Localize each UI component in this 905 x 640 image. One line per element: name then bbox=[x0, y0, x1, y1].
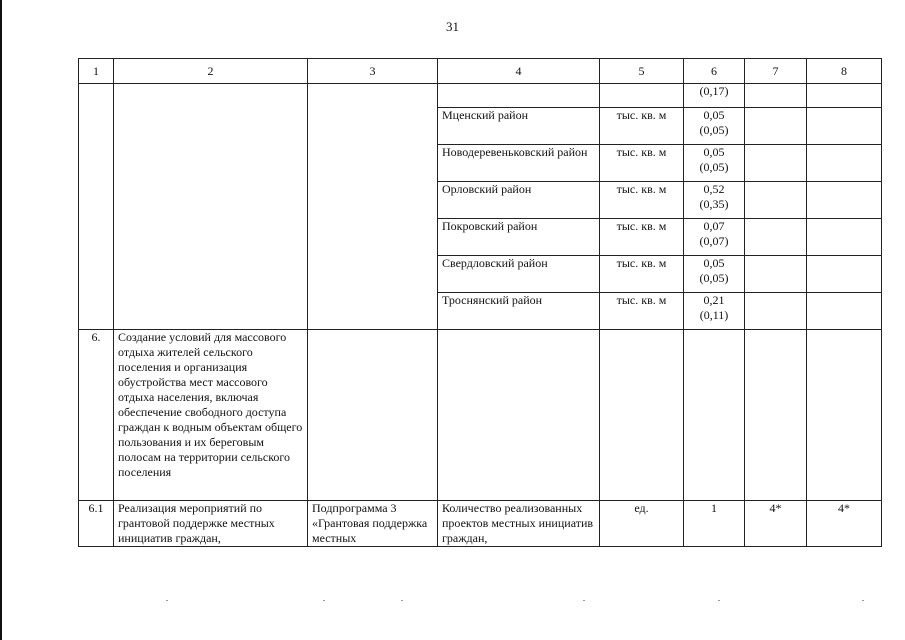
cell-value bbox=[684, 145, 745, 182]
header-cell-5: 5 bbox=[600, 59, 684, 84]
cell-unit: тыс. кв. м bbox=[600, 293, 684, 330]
cell-num-merged bbox=[79, 84, 114, 330]
cell-district: Мценский район bbox=[438, 108, 600, 145]
table-row bbox=[79, 501, 882, 547]
cell-col8 bbox=[807, 330, 882, 501]
cell-indicator: Количество реализованных проектов местных инициатив граждан, bbox=[438, 501, 600, 547]
cell-unit: тыс. кв. м bbox=[600, 108, 684, 145]
cell-unit: тыс. кв. м bbox=[600, 182, 684, 219]
value-main: 0,21 bbox=[703, 293, 725, 307]
cell-value bbox=[684, 182, 745, 219]
cell-col7 bbox=[745, 293, 807, 330]
cell-col8 bbox=[807, 182, 882, 219]
scan-speckles bbox=[78, 600, 881, 606]
cell-col7 bbox=[745, 108, 807, 145]
value-paren: (0,05) bbox=[699, 160, 729, 174]
cell-district bbox=[438, 84, 600, 108]
cell-district: Новодеревеньковский район bbox=[438, 145, 600, 182]
value-paren: (0,05) bbox=[699, 271, 729, 285]
value-paren: (0,35) bbox=[699, 197, 729, 211]
cell-col7 bbox=[745, 182, 807, 219]
table-row bbox=[79, 330, 882, 501]
cell-district: Орловский район bbox=[438, 182, 600, 219]
cell-program-merged bbox=[308, 84, 438, 330]
cell-col8 bbox=[807, 145, 882, 182]
header-cell-1: 1 bbox=[79, 59, 114, 84]
cell-activity: Реализация мероприятий по грантовой поддержке местных инициатив граждан, bbox=[114, 501, 308, 547]
header-row bbox=[79, 59, 882, 84]
cell-program: Подпрограмма 3 «Грантовая поддержка местных bbox=[308, 501, 438, 547]
header-cell-4: 4 bbox=[438, 59, 600, 84]
cell-col8 bbox=[807, 219, 882, 256]
value-main: 0,05 bbox=[703, 108, 725, 122]
scan-left-edge bbox=[0, 0, 2, 640]
indicators-table bbox=[78, 58, 882, 547]
cell-value bbox=[684, 219, 745, 256]
cell-col8 bbox=[807, 108, 882, 145]
cell-col7 bbox=[745, 219, 807, 256]
cell-col8 bbox=[807, 256, 882, 293]
cell-unit: тыс. кв. м bbox=[600, 145, 684, 182]
cell-col7 bbox=[745, 84, 807, 108]
cell-col7: 4* bbox=[745, 501, 807, 547]
cell-unit: тыс. кв. м bbox=[600, 219, 684, 256]
cell-value bbox=[684, 108, 745, 145]
cell-unit bbox=[600, 330, 684, 501]
cell-col8: 4* bbox=[807, 501, 882, 547]
header-cell-8: 8 bbox=[807, 59, 882, 84]
cell-value bbox=[684, 293, 745, 330]
cell-activity: Создание условий для массового отдыха жителей сельского поселения и организация обустройства мест массового отдыха населения, включая обеспечение свободного доступа граждан к водным объектам общего пользования и их береговым полосам на территории сельского поселения bbox=[114, 330, 308, 501]
cell-col8 bbox=[807, 84, 882, 108]
cell-col7 bbox=[745, 145, 807, 182]
cell-unit bbox=[600, 84, 684, 108]
cell-program bbox=[308, 330, 438, 501]
value-paren: (0,11) bbox=[699, 308, 729, 322]
value-paren: (0,17) bbox=[699, 84, 729, 98]
cell-col8 bbox=[807, 293, 882, 330]
cell-num: 6.1 bbox=[79, 501, 114, 547]
cell-unit: тыс. кв. м bbox=[600, 256, 684, 293]
table-row bbox=[79, 84, 882, 108]
value-main: 0,05 bbox=[703, 145, 725, 159]
value-paren: (0,05) bbox=[699, 123, 729, 137]
header-cell-7: 7 bbox=[745, 59, 807, 84]
cell-value bbox=[684, 330, 745, 501]
cell-col7 bbox=[745, 330, 807, 501]
cell-district bbox=[438, 330, 600, 501]
cell-district: Свердловский район bbox=[438, 256, 600, 293]
cell-district: Троснянский район bbox=[438, 293, 600, 330]
page-number: 31 bbox=[446, 19, 459, 34]
header-cell-3: 3 bbox=[308, 59, 438, 84]
cell-unit: ед. bbox=[600, 501, 684, 547]
cell-value bbox=[684, 256, 745, 293]
value-main: 0,05 bbox=[703, 256, 725, 270]
cell-col7 bbox=[745, 256, 807, 293]
cell-value: 1 bbox=[684, 501, 745, 547]
cell-value bbox=[684, 84, 745, 108]
value-main: 0,52 bbox=[703, 182, 725, 196]
header-cell-2: 2 bbox=[114, 59, 308, 84]
cell-num: 6. bbox=[79, 330, 114, 501]
value-paren: (0,07) bbox=[699, 234, 729, 248]
cell-district: Покровский район bbox=[438, 219, 600, 256]
header-cell-6: 6 bbox=[684, 59, 745, 84]
value-main: 0,07 bbox=[703, 219, 725, 233]
cell-activity-merged bbox=[114, 84, 308, 330]
